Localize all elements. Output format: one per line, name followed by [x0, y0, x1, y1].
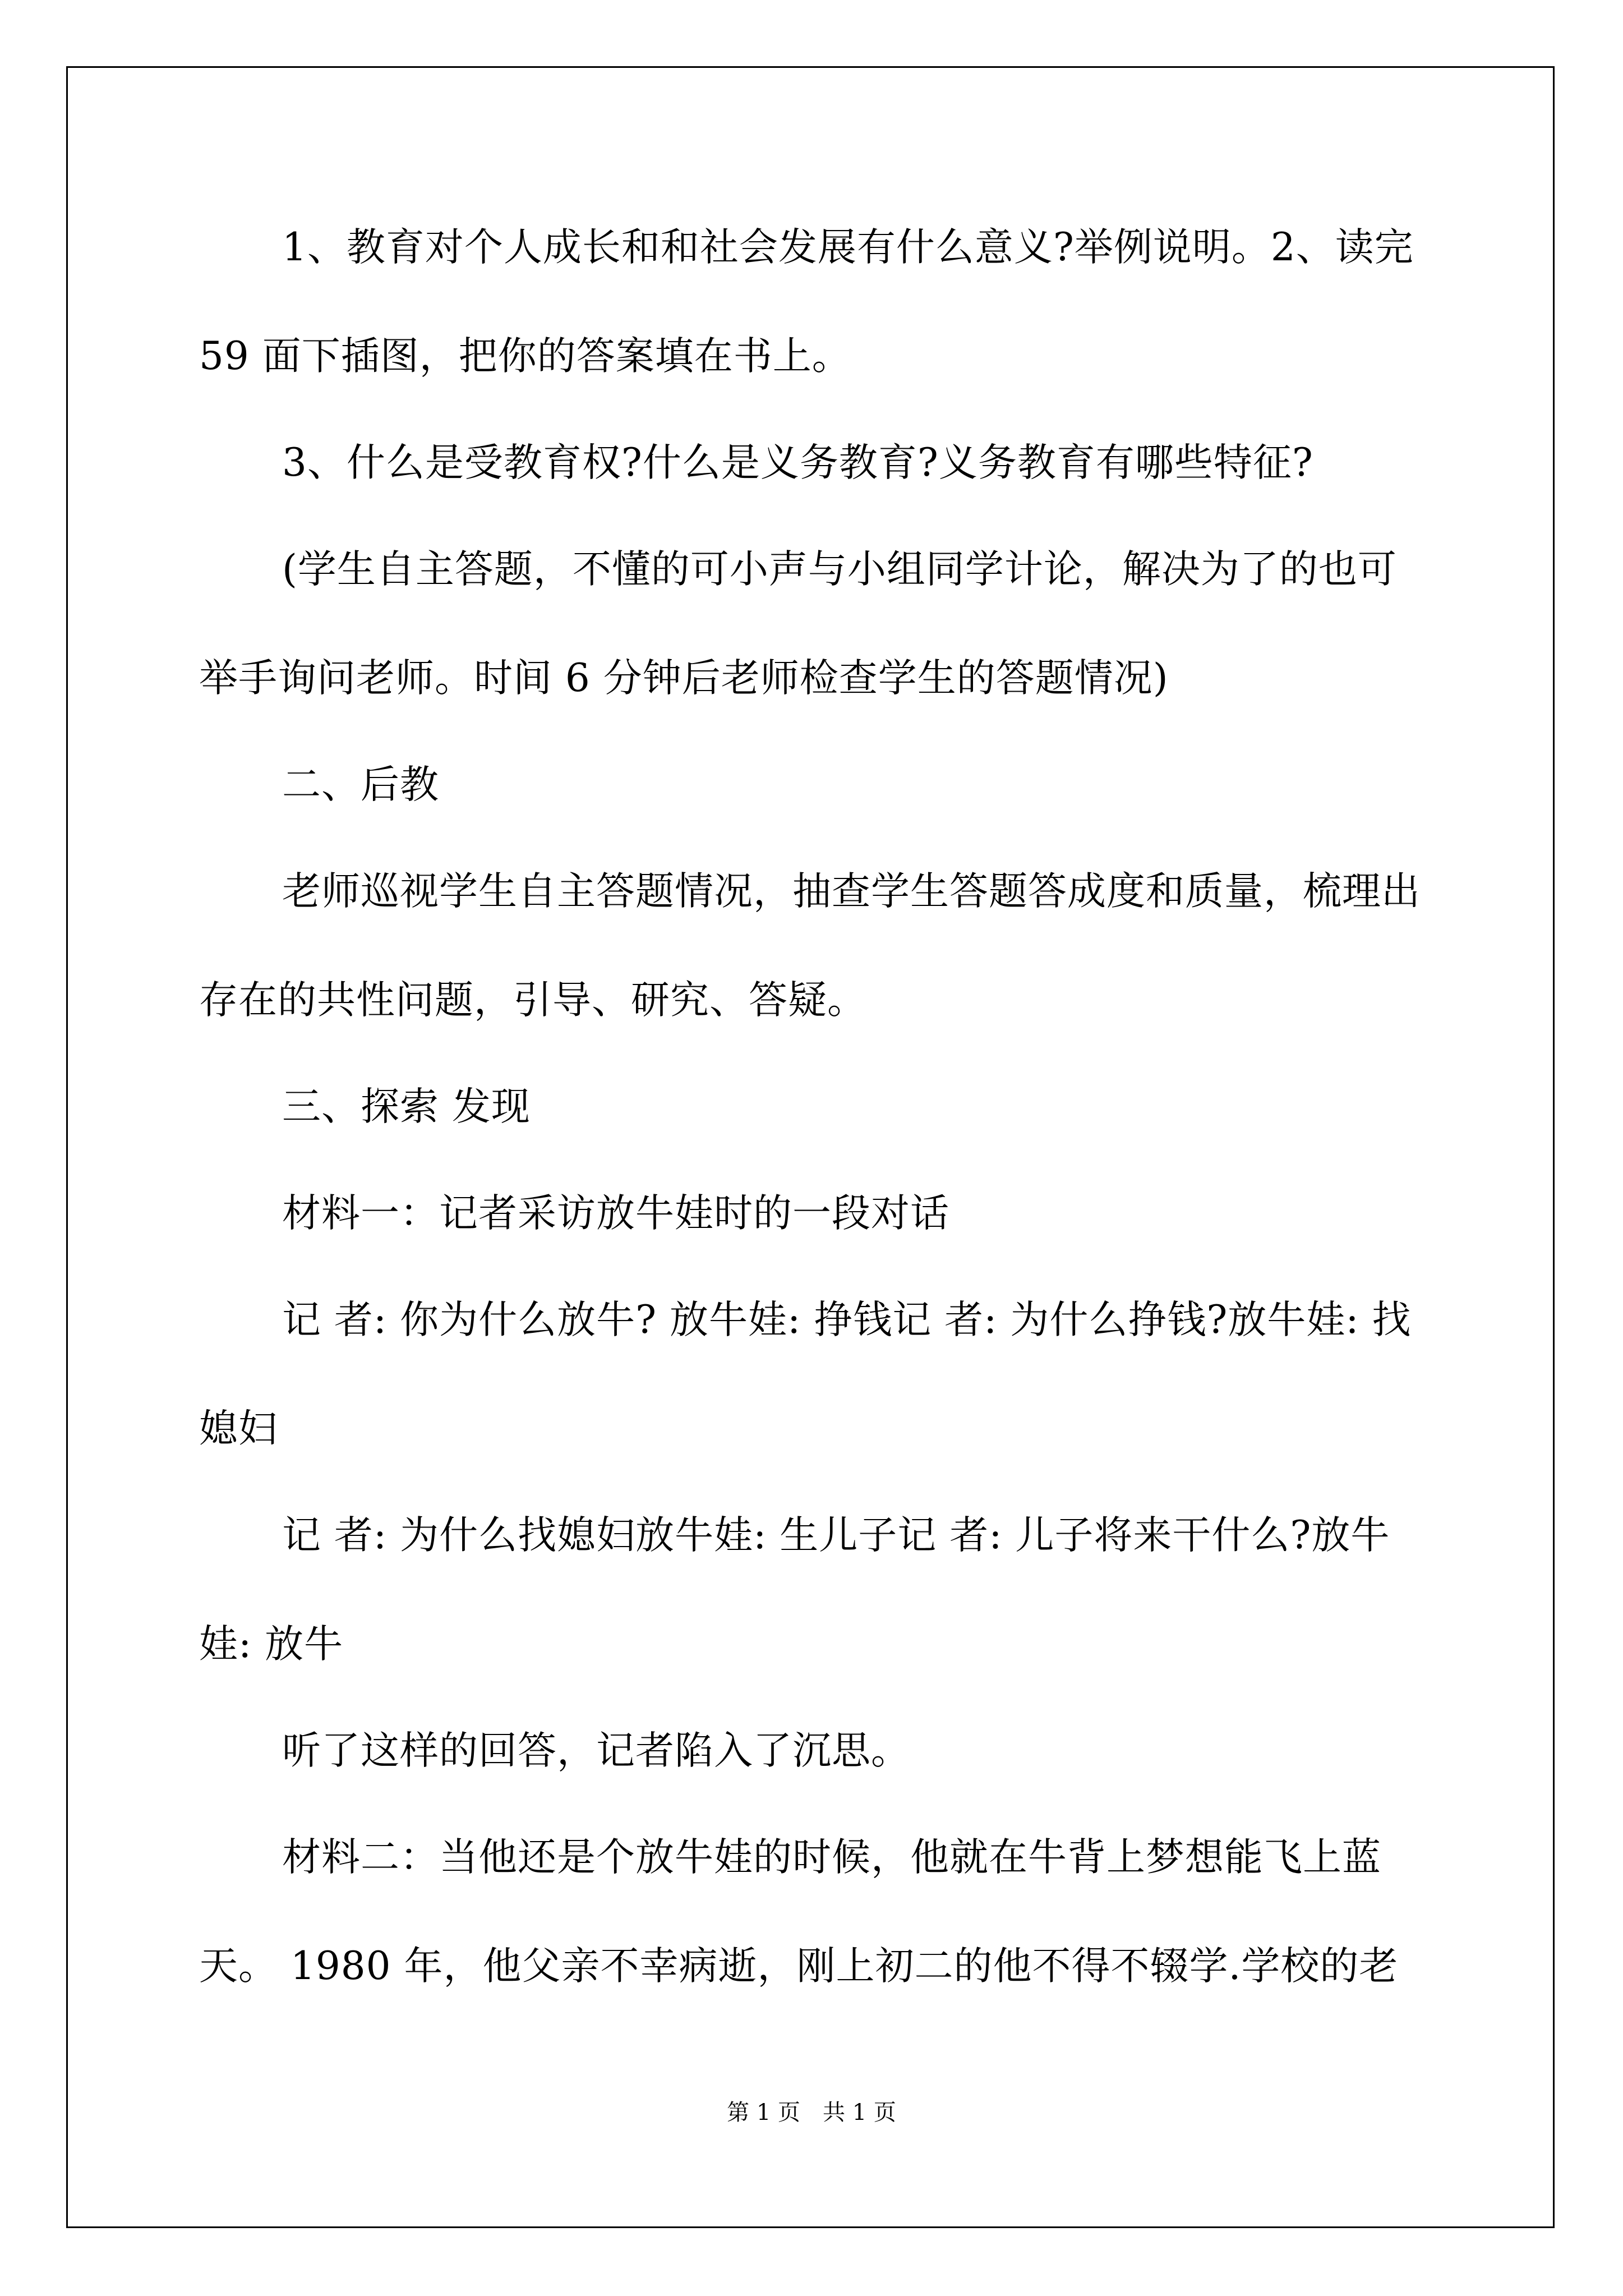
paragraph-teacher-review: 老师巡视学生自主答题情况，抽查学生答题答成度和质量，梳理出存在的共性问题，引导、研究、答疑。 [199, 869, 1421, 1023]
paragraph-section-3-heading: 三、探索 发现 [282, 1084, 531, 1129]
paragraph-instructions: (学生自主答题，不懂的可小声与小组同学计论，解决为了的也可举手询问老师。时间 6 分钟后老师检查学生的答题情况) [199, 547, 1397, 701]
paragraph-dialogue-2: 记 者: 为什么找媳妇放牛娃: 生儿子记 者: 儿子将来干什么?放牛娃: 放牛 [199, 1513, 1390, 1667]
paragraph-question-1-2: 1、教育对个人成长和和社会发展有什么意义?举例说明。2、读完59 面下插图，把你的答案填在书上。 [199, 225, 1414, 379]
paragraph-reflection: 听了这样的回答，记者陷入了沉思。 [282, 1728, 910, 1773]
document-body [199, 222, 1427, 2047]
paragraph-section-2-heading: 二、后教 [282, 762, 439, 807]
page-number-footer: 第 1 页 共 1 页 [727, 2100, 896, 2125]
paragraph-question-3: 3、什么是受教育权?什么是义务教育?义务教育有哪些特征? [282, 440, 1313, 485]
paragraph-material-2: 材料二：当他还是个放牛娃的时候，他就在牛背上梦想能飞上蓝天。 1980 年，他父亲不幸病逝，刚上初二的他不得不辍学.学校的老 [199, 1835, 1399, 1989]
paragraph-material-1-title: 材料一：记者采访放牛娃时的一段对话 [282, 1191, 949, 1236]
paragraph-dialogue-1: 记 者: 你为什么放牛? 放牛娃: 挣钱记 者: 为什么挣钱?放牛娃: 找媳妇 [199, 1297, 1412, 1451]
